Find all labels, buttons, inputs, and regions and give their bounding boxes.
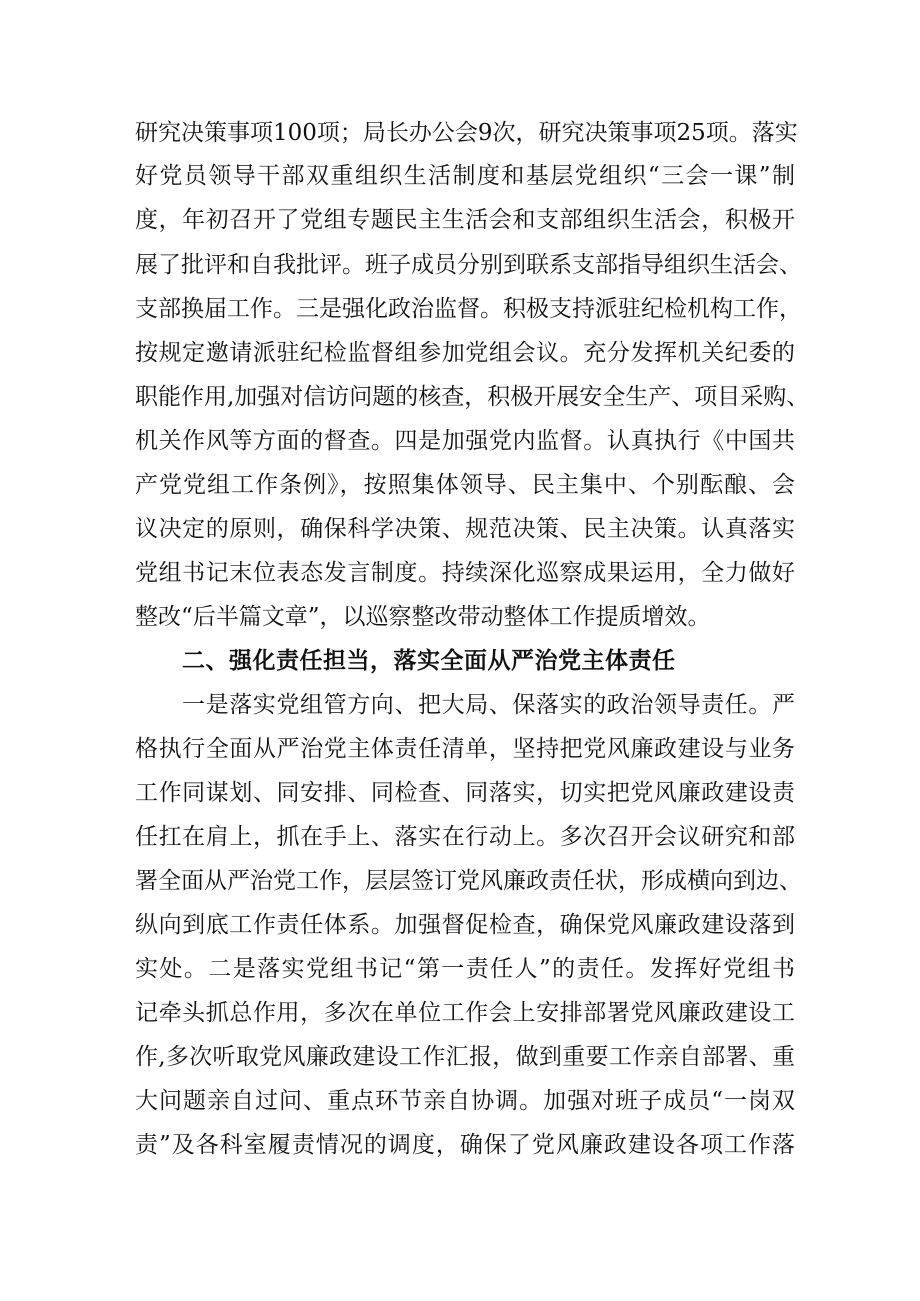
text-line: 作,多次听取党风廉政建设工作汇报，做到重要工作亲自部署、重 [135, 1044, 795, 1070]
text-line: 展了批评和自我批评。班子成员分别到联系支部指导组织生活会、 [135, 252, 802, 278]
text-line: 实处。二是落实党组书记“第一责任人”的责任。发挥好党组书 [135, 956, 795, 982]
text-line: 支部换届工作。三是强化政治监督。积极支持派驻纪检机构工作， [135, 296, 802, 322]
text-line: 职能作用,加强对信访问题的核查，积极开展安全生产、项目采购、 [135, 384, 810, 410]
text-line: 党组书记末位表态发言制度。持续深化巡察成果运用，全力做好 [135, 560, 795, 586]
text-line: 议决定的原则，确保科学决策、规范决策、民主决策。认真落实 [135, 516, 795, 542]
text-line: 整改“后半篇文章”，以巡察整改带动整体工作提质增效。 [135, 604, 711, 630]
text-line: 按规定邀请派驻纪检监督组参加党组会议。充分发挥机关纪委的 [135, 340, 795, 366]
text-line: 责”及各科室履责情况的调度，确保了党风廉政建设各项工作落 [135, 1132, 795, 1158]
text-line: 好党员领导干部双重组织生活制度和基层党组织“三会一课”制 [135, 163, 795, 189]
text-line: 研究决策事项100项；局长办公会9次，研究决策事项25项。落实 [135, 120, 798, 146]
text-line: 记牵头抓总作用，多次在单位工作会上安排部署党风廉政建设工 [135, 1000, 795, 1026]
text-line: 度，年初召开了党组专题民主生活会和支部组织生活会，积极开 [135, 207, 795, 233]
text-line: 大问题亲自过问、重点环节亲自协调。加强对班子成员“一岗双 [135, 1088, 795, 1114]
text-line: 一是落实党组管方向、把大局、保落实的政治领导责任。严 [182, 692, 795, 718]
text-line: 产党党组工作条例》，按照集体领导、民主集中、个别酝酿、会 [135, 472, 795, 498]
text-line: 机关作风等方面的督查。四是加强党内监督。认真执行《中国共 [135, 428, 795, 454]
text-line: 署全面从严治党工作，层层签订党风廉政责任状，形成横向到边、 [135, 868, 802, 894]
section-heading: 二、强化责任担当，落实全面从严治党主体责任 [182, 648, 676, 674]
text-line: 任扛在肩上，抓在手上、落实在行动上。多次召开会议研究和部 [135, 824, 795, 850]
text-line: 工作同谋划、同安排、同检查、同落实，切实把党风廉政建设责 [135, 780, 795, 806]
text-line: 格执行全面从严治党主体责任清单，坚持把党风廉政建设与业务 [135, 736, 795, 762]
text-line: 纵向到底工作责任体系。加强督促检查，确保党风廉政建设落到 [135, 912, 795, 938]
